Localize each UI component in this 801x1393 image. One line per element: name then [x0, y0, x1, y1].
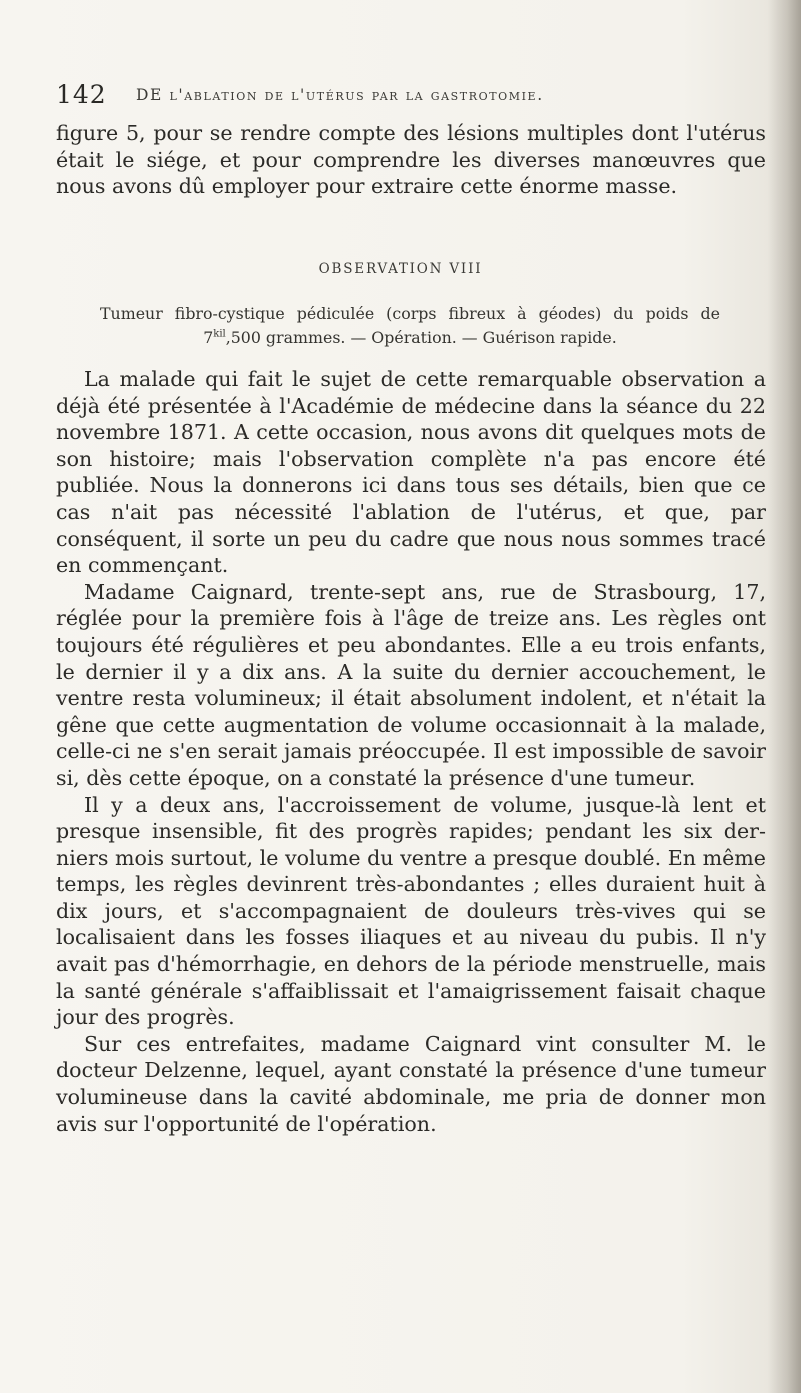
intro-paragraph: figure 5, pour se rendre compte des lésions multiples dont l'utérus était le siége, et pour comprendre les diverses manœuvres que nous avons dû employer pour extraire cette énorme masse. — [56, 121, 766, 199]
page-binding-shadow — [767, 0, 801, 1393]
observation-heading: OBSERVATION VIII — [318, 261, 483, 277]
observation-summary-rest: ,500 grammes. — Opération. — Guérison rapide. — [225, 328, 617, 347]
weight-number: 7 — [203, 328, 214, 347]
paragraph: La malade qui fait le sujet de cette remarquable observation a déjà été présentée à l'Académie de médecine dans la séance du 22 novembre 1871. A cette occasion, nous avons dit quelques mots de son histoire; mais l'observation complète n'a pas encore été publiée. Nous la donnerons ici dans tous ses détails, bien que ce cas n'ait pas nécessité l'ablation de l'utérus, et que, par conséquent, il sorte un peu du cadre que nous nous sommes tracé en commençant. — [56, 367, 766, 578]
paragraph: Madame Caignard, trente-sept ans, rue de Strasbourg, 17, réglée pour la première fois à l'âge de treize ans. Les règles ont toujours été régulières et peu abondantes. Elle a eu trois enfants, le dernier il y a dix ans. A la suite du dernier accouchement, le ventre resta volumineux; il était absolument indolent, et n'était la gêne que cette augmentation de volume occasionnait à la malade, celle-ci ne s'en serait jamais préoccupée. Il est impossible de savoir si, dès cette époque, on a constaté la présence d'une tumeur. — [56, 579, 766, 790]
page-number: 142 — [56, 80, 107, 109]
weight-unit: kil — [213, 328, 226, 340]
paragraph: Sur ces entrefaites, madame Caignard vint consulter M. le docteur Delzenne, lequel, ayant constaté la présence d'une tumeur volumineuse dans la cavité abdominale, me pria de donner mon avis sur l'opportunité de l'opération. — [56, 1031, 766, 1136]
observation-summary — [100, 302, 720, 350]
running-title-text: l'ablation de l'utérus par la gastrotomie. — [169, 86, 544, 104]
running-title — [136, 86, 544, 104]
running-title-prefix: DE — [136, 86, 163, 104]
running-head — [56, 80, 706, 112]
paragraph: Il y a deux ans, l'accroissement de volume, jusque-là lent et presque insensible, fit des progrès rapides; pendant les six derniers mois surtout, le volume du ventre a presque doublé. En même temps, les règles devinrent très-abondantes ; elles duraient huit à dix jours, et s'accompagnaient de douleurs très-vives qui se localisaient dans les fosses iliaques et au niveau du pubis. Il n'y avait pas d'hémorrhagie, en dehors de la période menstruelle, mais la santé générale s'affaiblissait et l'amaigrissement faisait chaque jour des progrès. — [56, 792, 766, 1030]
observation-summary-line-1: Tumeur fibro-cystique pédiculée (corps fibreux à géodes) du poids de — [100, 304, 720, 323]
observation-body — [56, 366, 766, 1137]
observation-summary-line-2 — [100, 326, 720, 350]
